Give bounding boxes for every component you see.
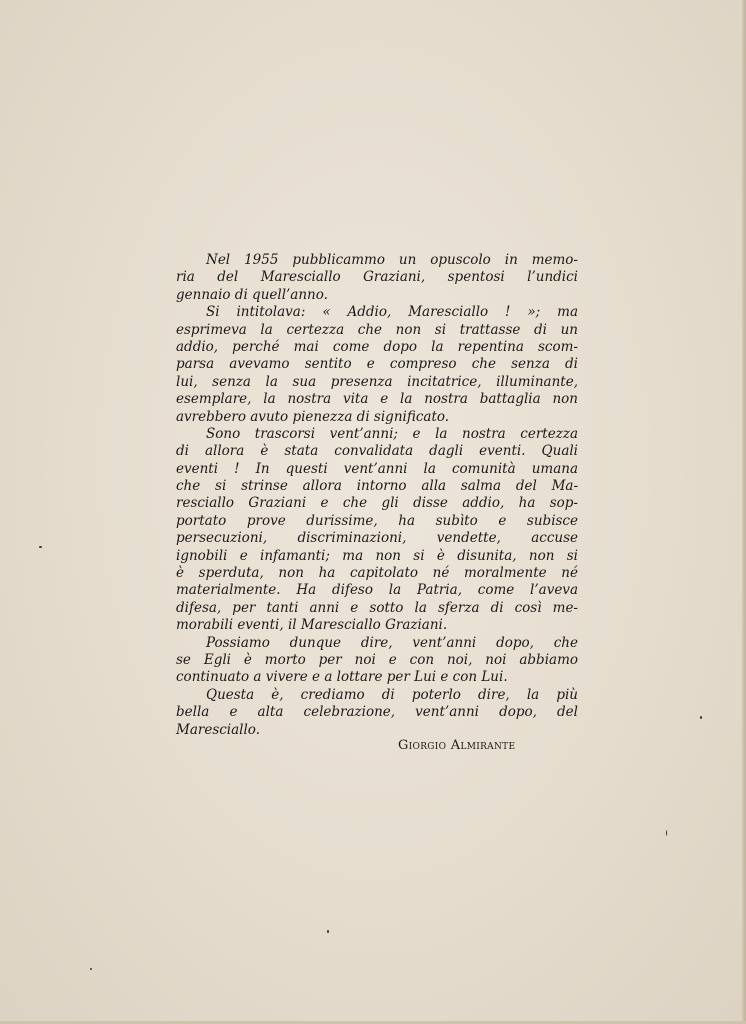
text-line: parsa avevamo sentito e compreso che senza di <box>176 356 578 373</box>
text-line: Possiamo dunque dire, vent’anni dopo, che <box>206 634 578 651</box>
paper-speck <box>90 968 92 970</box>
text-line: Sono trascorsi vent’anni; e la nostra certezza <box>206 425 578 442</box>
text-line: Si intitolava: « Addio, Maresciallo ! »; ma <box>206 304 578 321</box>
text-line: di allora è stata convalidata dagli eventi. Quali <box>176 443 578 460</box>
text-line: continuato a vivere e a lottare per Lui e con Lui. <box>176 669 508 686</box>
text-line: morabili eventi, il Maresciallo Graziani. <box>176 617 448 634</box>
page-edge-right <box>742 0 746 1024</box>
signature: Giorgio Almirante <box>398 738 516 753</box>
text-line: lui, senza la sua presenza incitatrice, illuminante, <box>176 373 578 390</box>
text-line: materialmente. Ha difeso la Patria, come l’aveva <box>176 582 578 599</box>
text-line: difesa, per tanti anni e sotto la sferza di così me- <box>176 599 578 616</box>
text-line: portato prove durissime, ha subìto e subisce <box>176 512 578 529</box>
text-line: ria del Maresciallo Graziani, spentosi l’undici <box>176 269 578 286</box>
text-line: avrebbero avuto pienezza di significato. <box>176 408 450 425</box>
text-line: esemplare, la nostra vita e la nostra battaglia non <box>176 391 578 408</box>
text-line: che si strinse allora intorno alla salma del Ma- <box>176 478 578 495</box>
text-line: Nel 1955 pubblicammo un opuscolo in memo- <box>206 252 578 268</box>
text-line: Maresciallo. <box>176 721 260 738</box>
text-line: gennaio di quell’anno. <box>176 286 328 303</box>
paper-speck <box>700 716 702 719</box>
text-line: bella e alta celebrazione, vent’anni dopo, del <box>176 704 578 721</box>
text-line: resciallo Graziani e che gli disse addio, ha sop- <box>176 495 578 512</box>
text-line: persecuzioni, discriminazioni, vendette, accuse <box>176 530 578 547</box>
paper-speck <box>666 830 667 836</box>
text-line: eventi ! In questi vent’anni la comunità umana <box>176 460 578 477</box>
paper-speck <box>39 546 42 548</box>
text-line: è sperduta, non ha capitolato né moralmente né <box>176 565 578 582</box>
paper-speck <box>327 930 329 933</box>
text-line: addio, perché mai come dopo la repentina scom- <box>176 338 578 355</box>
memorial-text <box>176 252 578 739</box>
text-line: Questa è, crediamo di poterlo dire, la più <box>206 686 578 703</box>
text-line: se Egli è morto per noi e con noi, noi abbiamo <box>176 651 578 668</box>
text-line: ignobili e infamanti; ma non si è disunita, non si <box>176 547 578 564</box>
text-line: esprimeva la certezza che non si trattasse di un <box>176 321 578 338</box>
